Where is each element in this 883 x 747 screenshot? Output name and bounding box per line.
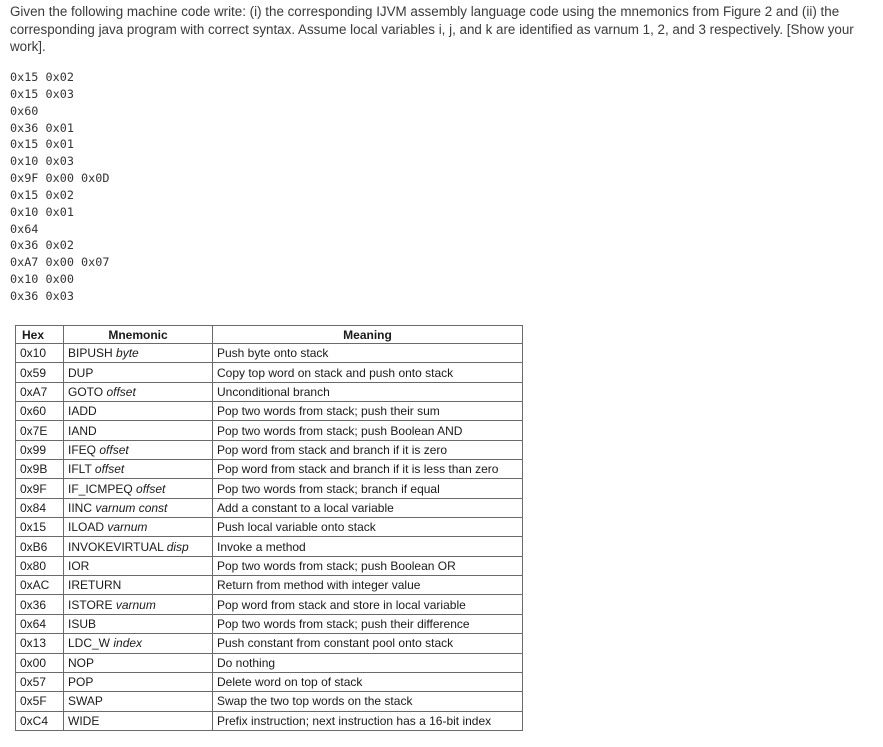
mnemonic-op: NOP — [68, 655, 95, 670]
mnemonic-cell — [64, 363, 213, 382]
meaning-cell: Pop word from stack and branch if it is zero — [213, 440, 523, 459]
meaning-cell: Delete word on top of stack — [213, 672, 523, 691]
table-row — [16, 363, 523, 382]
mnemonic-op: IINC — [68, 500, 92, 515]
hex-cell: 0x59 — [16, 363, 64, 382]
header-mnemonic: Mnemonic — [64, 326, 213, 344]
code-line: 0x15 0x02 — [10, 187, 74, 202]
code-line: 0x36 0x03 — [10, 288, 74, 303]
hex-cell: 0x64 — [16, 614, 64, 633]
mnemonic-cell — [64, 382, 213, 401]
hex-cell: 0x13 — [16, 634, 64, 653]
mnemonic-op: IRETURN — [68, 578, 122, 593]
hex-cell: 0x60 — [16, 402, 64, 421]
mnemonic-cell — [64, 518, 213, 537]
table-row — [16, 634, 523, 653]
mnemonic-cell — [64, 576, 213, 595]
code-line: 0x64 — [10, 221, 39, 236]
meaning-cell: Push byte onto stack — [213, 344, 523, 363]
code-line: 0x10 0x01 — [10, 204, 74, 219]
table-row — [16, 595, 523, 614]
table-row — [16, 556, 523, 575]
meaning-cell: Push constant from constant pool onto stack — [213, 634, 523, 653]
mnemonic-op: SWAP — [68, 694, 103, 709]
table-row — [16, 402, 523, 421]
mnemonic-cell — [64, 692, 213, 711]
table-row — [16, 672, 523, 691]
mnemonic-op: IOR — [68, 558, 90, 573]
mnemonic-cell — [64, 460, 213, 479]
code-line: 0x36 0x01 — [10, 120, 74, 135]
mnemonic-arg: index — [113, 636, 143, 651]
table-row — [16, 518, 523, 537]
code-line: 0x15 0x01 — [10, 137, 74, 152]
hex-cell: 0xC4 — [16, 711, 64, 730]
mnemonic-cell — [64, 614, 213, 633]
hex-cell: 0x57 — [16, 672, 64, 691]
code-line: 0x10 0x03 — [10, 154, 74, 169]
mnemonic-op: DUP — [68, 365, 94, 380]
mnemonic-cell — [64, 634, 213, 653]
hex-cell: 0x9F — [16, 479, 64, 498]
meaning-cell: Pop two words from stack; push their difference — [213, 614, 523, 633]
mnemonic-cell — [64, 402, 213, 421]
code-line: 0x36 0x02 — [10, 238, 74, 253]
hex-cell: 0x80 — [16, 556, 64, 575]
table-row — [16, 711, 523, 730]
meaning-cell: Do nothing — [213, 653, 523, 672]
table-row — [16, 537, 523, 556]
mnemonic-op: IF_ICMPEQ — [68, 481, 133, 496]
meaning-cell: Pop two words from stack; push Boolean OR — [213, 556, 523, 575]
mnemonic-op: ISUB — [68, 616, 97, 631]
meaning-cell: Invoke a method — [213, 537, 523, 556]
mnemonic-cell — [64, 653, 213, 672]
mnemonic-cell — [64, 440, 213, 459]
code-line: 0x9F 0x00 0x0D — [10, 171, 110, 186]
meaning-cell: Pop word from stack and store in local variable — [213, 595, 523, 614]
mnemonic-op: ISTORE — [68, 597, 113, 612]
hex-cell: 0xB6 — [16, 537, 64, 556]
mnemonic-cell — [64, 498, 213, 517]
mnemonic-arg: disp — [166, 539, 189, 554]
mnemonic-op: INVOKEVIRTUAL — [68, 539, 164, 554]
mnemonic-arg: varnum const — [95, 500, 168, 515]
mnemonic-op: IADD — [68, 404, 97, 419]
hex-cell: 0x10 — [16, 344, 64, 363]
meaning-cell: Pop two words from stack; branch if equal — [213, 479, 523, 498]
meaning-cell: Add a constant to a local variable — [213, 498, 523, 517]
mnemonic-arg: offset — [136, 481, 166, 496]
mnemonic-op: LDC_W — [68, 636, 111, 651]
meaning-cell: Pop two words from stack; push Boolean AND — [213, 421, 523, 440]
hex-cell: 0x36 — [16, 595, 64, 614]
meaning-cell: Copy top word on stack and push onto stack — [213, 363, 523, 382]
mnemonic-op: GOTO — [68, 384, 104, 399]
meaning-cell: Return from method with integer value — [213, 576, 523, 595]
hex-cell: 0x84 — [16, 498, 64, 517]
mnemonic-op: WIDE — [68, 713, 100, 728]
table-row — [16, 460, 523, 479]
table-row — [16, 614, 523, 633]
code-line: 0x15 0x02 — [10, 70, 74, 84]
code-line: 0x10 0x00 — [10, 272, 74, 287]
code-line: 0xA7 0x00 0x07 — [10, 255, 110, 270]
table-row — [16, 440, 523, 459]
meaning-cell: Pop word from stack and branch if it is less than zero — [213, 460, 523, 479]
mnemonic-arg: byte — [116, 346, 139, 361]
mnemonic-cell — [64, 711, 213, 730]
table-row — [16, 479, 523, 498]
mnemonic-op: POP — [68, 675, 94, 690]
meaning-cell: Pop two words from stack; push their sum — [213, 402, 523, 421]
table-row — [16, 382, 523, 401]
mnemonic-arg: offset — [94, 462, 125, 477]
mnemonic-cell — [64, 421, 213, 440]
mnemonic-op: IFLT — [68, 462, 92, 477]
mnemonic-op: IFEQ — [68, 442, 97, 457]
mnemonic-cell — [64, 479, 213, 498]
hex-cell: 0x9B — [16, 460, 64, 479]
table-header-row — [16, 326, 523, 344]
table-row — [16, 421, 523, 440]
header-hex: Hex — [16, 326, 64, 344]
question-text: Given the following machine code write: (i) the corresponding IJVM assembly language code using the mnemonics from Figure 2 and (ii) the corresponding java program with correct syntax. Assume local variables i, j, and k are identified as varnum 1, 2, and 3 respectively. [Show your work]. — [10, 4, 854, 54]
hex-cell: 0xAC — [16, 576, 64, 595]
hex-cell: 0x5F — [16, 692, 64, 711]
mnemonic-cell — [64, 537, 213, 556]
mnemonic-cell — [64, 672, 213, 691]
mnemonic-arg: varnum — [115, 597, 156, 612]
meaning-cell: Unconditional branch — [213, 382, 523, 401]
mnemonic-op: BIPUSH — [68, 346, 113, 361]
hex-cell: 0x7E — [16, 421, 64, 440]
mnemonic-arg: offset — [106, 384, 136, 399]
table-row — [16, 576, 523, 595]
header-meaning: Meaning — [213, 326, 523, 344]
hex-cell: 0xA7 — [16, 382, 64, 401]
mnemonic-op: ILOAD — [68, 520, 105, 535]
table-row — [16, 498, 523, 517]
hex-cell: 0x00 — [16, 653, 64, 672]
mnemonic-arg: varnum — [107, 520, 148, 535]
hex-cell: 0x15 — [16, 518, 64, 537]
meaning-cell: Prefix instruction; next instruction has a 16-bit index — [213, 711, 523, 730]
mnemonic-cell — [64, 556, 213, 575]
mnemonic-op: IAND — [68, 423, 97, 438]
mnemonic-arg: offset — [99, 442, 129, 457]
mnemonic-cell — [64, 595, 213, 614]
table-row — [16, 344, 523, 363]
machine-code-block — [10, 69, 109, 305]
code-line: 0x15 0x03 — [10, 86, 74, 101]
hex-cell: 0x99 — [16, 440, 64, 459]
mnemonic-table — [15, 325, 523, 731]
meaning-cell: Push local variable onto stack — [213, 518, 523, 537]
meaning-cell: Swap the two top words on the stack — [213, 692, 523, 711]
code-line: 0x60 — [10, 103, 39, 118]
mnemonic-cell — [64, 344, 213, 363]
table-row — [16, 653, 523, 672]
table-row — [16, 692, 523, 711]
